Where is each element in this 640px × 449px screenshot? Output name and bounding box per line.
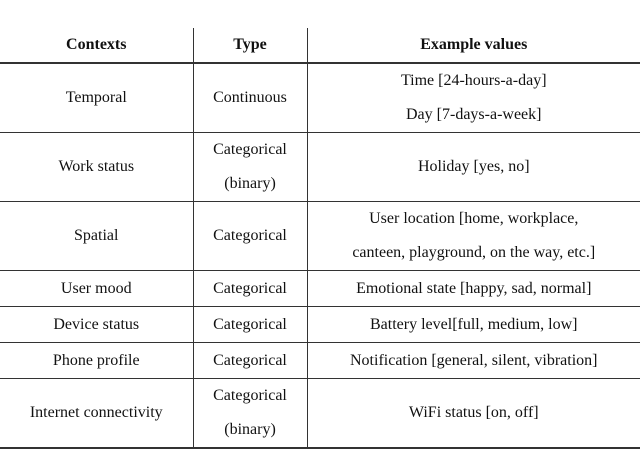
examples-line: User location [home, workplace, — [369, 210, 579, 227]
context-cell: Work status — [0, 133, 193, 202]
type-line: Categorical — [213, 315, 287, 333]
table-row — [0, 379, 640, 449]
examples-line: Holiday [yes, no] — [417, 158, 530, 175]
context-cell: Phone profile — [0, 343, 193, 379]
context-table — [0, 28, 640, 449]
examples-cell — [307, 343, 640, 379]
type-cell — [193, 343, 307, 379]
context-cell: Internet connectivity — [0, 379, 193, 449]
examples-cell — [307, 379, 640, 449]
examples-line: canteen, playground, on the way, etc.] — [352, 244, 596, 261]
examples-cell — [307, 307, 640, 343]
table-row — [0, 343, 640, 379]
examples-line: Day [7-days-a-week] — [406, 106, 542, 123]
type-line: Categorical — [213, 279, 287, 297]
context-cell: Spatial — [0, 202, 193, 271]
type-cell — [193, 133, 307, 202]
type-cell — [193, 63, 307, 133]
examples-line: Time [24-hours-a-day] — [400, 72, 547, 89]
examples-cell — [307, 271, 640, 307]
header-example-values: Example values — [307, 28, 640, 63]
table-row — [0, 307, 640, 343]
table-row — [0, 133, 640, 202]
table-row — [0, 271, 640, 307]
type-line: (binary) — [224, 421, 276, 438]
examples-line: Battery level[full, medium, low] — [370, 315, 578, 333]
type-cell — [193, 379, 307, 449]
examples-line: Emotional state [happy, sad, normal] — [356, 279, 592, 297]
type-line: Categorical — [213, 351, 287, 369]
type-line: (binary) — [224, 175, 276, 192]
type-line: Categorical — [213, 387, 287, 404]
context-cell: Temporal — [0, 63, 193, 133]
type-cell — [193, 271, 307, 307]
examples-line: WiFi status [on, off] — [408, 404, 539, 421]
table-row — [0, 63, 640, 133]
header-row — [0, 28, 640, 63]
type-cell — [193, 202, 307, 271]
examples-cell — [307, 133, 640, 202]
type-line: Continuous — [213, 89, 287, 106]
examples-line: Notification [general, silent, vibration] — [350, 351, 598, 369]
context-cell: Device status — [0, 307, 193, 343]
type-line: Categorical — [213, 141, 287, 158]
examples-cell — [307, 63, 640, 133]
context-cell: User mood — [0, 271, 193, 307]
header-type: Type — [193, 28, 307, 63]
type-cell — [193, 307, 307, 343]
table-row — [0, 202, 640, 271]
type-line: Categorical — [213, 227, 287, 244]
examples-cell — [307, 202, 640, 271]
header-contexts: Contexts — [0, 28, 193, 63]
